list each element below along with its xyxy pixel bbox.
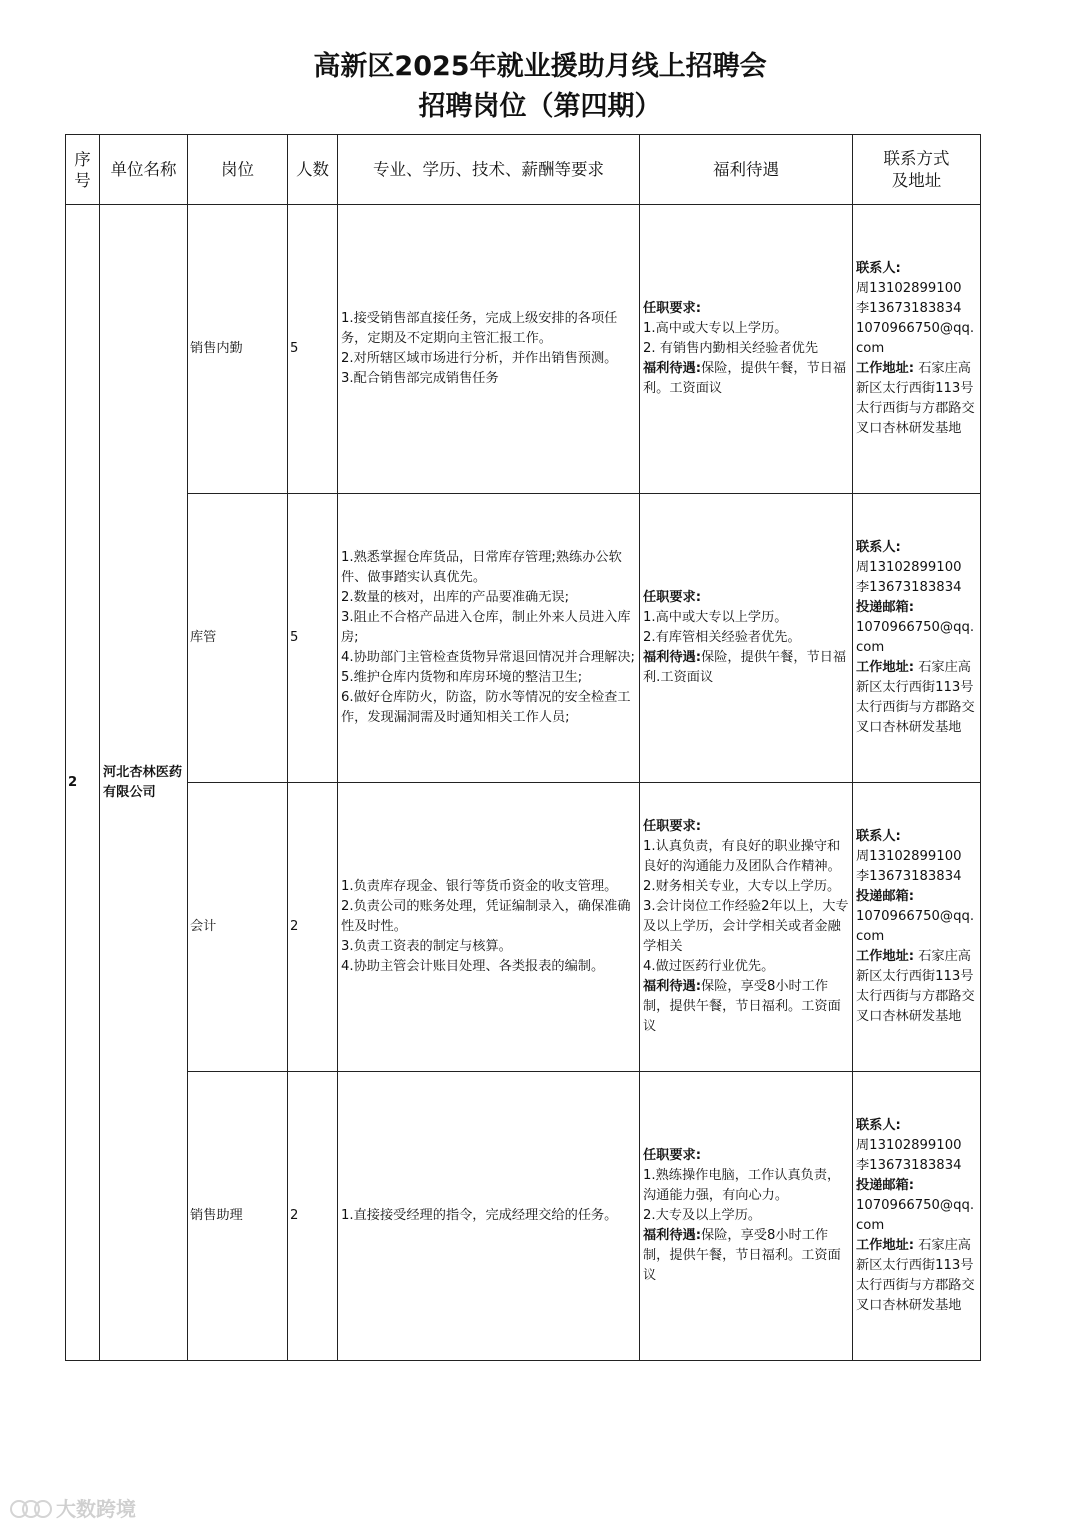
requirement-item: 3.配合销售部完成销售任务: [341, 371, 499, 386]
email-label: 投递邮箱:: [856, 1178, 915, 1193]
contact-email: 1070966750@qq.com: [856, 909, 975, 944]
header-company: 单位名称: [100, 135, 188, 205]
contact-cell: [853, 1072, 981, 1361]
requirement-item: 4.协助主管会计账目处理、各类报表的编制。: [341, 959, 605, 974]
welfare-label: 福利待遇:: [643, 979, 702, 994]
welfare-text: 保险，享受8小时工作制，提供午餐，节日福利。工资面议: [643, 1228, 841, 1283]
header-row: [66, 135, 981, 205]
req-item: 2.大专及以上学历。: [643, 1208, 762, 1223]
req-item: 2. 有销售内勤相关经验者优先: [643, 341, 819, 356]
welfare-label: 福利待遇:: [643, 650, 702, 665]
address-text: 石家庄高新区太行西街113号太行西街与方郡路交叉口杏林研发基地: [856, 949, 975, 1024]
benefits-cell: [640, 1072, 853, 1361]
req-item: 1.高中或大专以上学历。: [643, 610, 788, 625]
count-cell: 5: [288, 494, 338, 783]
watermark-logo-icon: [10, 1497, 50, 1519]
jobs-table: [65, 134, 981, 1361]
req-item: 1.高中或大专以上学历。: [643, 321, 788, 336]
req-item: 2.财务相关专业，大专以上学历。: [643, 879, 841, 894]
address-label: 工作地址:: [856, 660, 915, 675]
contact-phone: 李13673183834: [856, 869, 962, 884]
req-item: 1.熟练操作电脑，工作认真负责，沟通能力强，有向心力。: [643, 1168, 841, 1203]
contact-email: 1070966750@qq.com: [856, 1198, 975, 1233]
contact-person-label: 联系人:: [856, 261, 901, 276]
requirement-item: 2.对所辖区域市场进行分析，并作出销售预测。: [341, 351, 618, 366]
contact-phone: 李13673183834: [856, 301, 962, 316]
requirement-item: 3.阻止不合格产品进入仓库，制止外来人员进入库房;: [341, 610, 631, 645]
contact-person-label: 联系人:: [856, 1118, 901, 1133]
address-label: 工作地址:: [856, 1238, 915, 1253]
contact-phone: 李13673183834: [856, 580, 962, 595]
welfare-text: 保险，享受8小时工作制，提供午餐，节日福利。工资面议: [643, 979, 841, 1034]
email-label: 投递邮箱:: [856, 889, 915, 904]
address-text: 石家庄高新区太行西街113号太行西街与方郡路交叉口杏林研发基地: [856, 361, 975, 436]
contact-email: 1070966750@qq.com: [856, 321, 975, 356]
table-row: [66, 1072, 981, 1361]
contact-phone: 周13102899100: [856, 560, 962, 575]
address-text: 石家庄高新区太行西街113号太行西街与方郡路交叉口杏林研发基地: [856, 660, 975, 735]
welfare-label: 福利待遇:: [643, 361, 702, 376]
header-benefits: 福利待遇: [640, 135, 853, 205]
req-label: 任职要求:: [643, 590, 702, 605]
page-subtitle: 招聘岗位（第四期）: [418, 91, 662, 122]
watermark: [10, 1493, 136, 1522]
header-contact: 联系方式 及地址: [853, 135, 981, 205]
company-cell: 河北杏林医药有限公司: [100, 205, 188, 1361]
contact-phone: 周13102899100: [856, 849, 962, 864]
count-cell: 2: [288, 1072, 338, 1361]
count-cell: 2: [288, 783, 338, 1072]
contact-cell: [853, 205, 981, 494]
requirement-item: 1.负责库存现金、银行等货币资金的收支管理。: [341, 879, 618, 894]
position-cell: 销售内勤: [188, 205, 288, 494]
welfare-label: 福利待遇:: [643, 1228, 702, 1243]
req-label: 任职要求:: [643, 819, 702, 834]
benefits-cell: [640, 494, 853, 783]
header-requirements: 专业、学历、技术、薪酬等要求: [338, 135, 640, 205]
contact-phone: 李13673183834: [856, 1158, 962, 1173]
contact-phone: 周13102899100: [856, 1138, 962, 1153]
address-label: 工作地址:: [856, 361, 915, 376]
requirement-item: 2.数量的核对，出库的产品要准确无误;: [341, 590, 570, 605]
benefits-cell: [640, 205, 853, 494]
req-item: 3.会计岗位工作经验2年以上，大专及以上学历，会计学相关或者金融学相关: [643, 899, 849, 954]
requirements-cell: [338, 783, 640, 1072]
requirements-cell: [338, 494, 640, 783]
count-cell: 5: [288, 205, 338, 494]
position-cell: 销售助理: [188, 1072, 288, 1361]
contact-person-label: 联系人:: [856, 829, 901, 844]
contact-email: 1070966750@qq.com: [856, 620, 975, 655]
req-label: 任职要求:: [643, 1148, 702, 1163]
requirement-item: 5.维护仓库内货物和库房环境的整洁卫生;: [341, 670, 583, 685]
welfare-text: 保险，提供午餐，节日福利.工资面议: [643, 650, 847, 685]
header-position: 岗位: [188, 135, 288, 205]
req-label: 任职要求:: [643, 301, 702, 316]
requirement-item: 1.熟悉掌握仓库货品，日常库存管理;熟练办公软件、做事踏实认真优先。: [341, 550, 622, 585]
requirement-item: 1.直接接受经理的指令，完成经理交给的任务。: [341, 1208, 618, 1223]
welfare-text: 保险，提供午餐，节日福利。工资面议: [643, 361, 847, 396]
requirement-item: 4.协助部门主管检查货物异常退回情况并合理解决;: [341, 650, 635, 665]
table-row: [66, 205, 981, 494]
seq-cell: 2: [66, 205, 100, 1361]
page-title: 高新区2025年就业援助月线上招聘会: [313, 51, 767, 82]
contact-phone: 周13102899100: [856, 281, 962, 296]
header-seq: 序号: [66, 135, 100, 205]
contact-cell: [853, 494, 981, 783]
requirements-cell: [338, 205, 640, 494]
requirement-item: 3.负责工资表的制定与核算。: [341, 939, 512, 954]
benefits-cell: [640, 783, 853, 1072]
req-item: 2.有库管相关经验者优先。: [643, 630, 801, 645]
address-text: 石家庄高新区太行西街113号太行西街与方郡路交叉口杏林研发基地: [856, 1238, 975, 1313]
requirement-item: 6.做好仓库防火，防盗，防水等情况的安全检查工作，发现漏洞需及时通知相关工作人员;: [341, 690, 631, 725]
requirements-cell: [338, 1072, 640, 1361]
requirement-item: 1.接受销售部直接任务，完成上级安排的各项任务，定期及不定期向主管汇报工作。: [341, 311, 618, 346]
table-row: [66, 783, 981, 1072]
contact-person-label: 联系人:: [856, 540, 901, 555]
position-cell: 库管: [188, 494, 288, 783]
header-count: 人数: [288, 135, 338, 205]
table-row: [66, 494, 981, 783]
req-item: 1.认真负责，有良好的职业操守和良好的沟通能力及团队合作精神。: [643, 839, 841, 874]
email-label: 投递邮箱:: [856, 600, 915, 615]
requirement-item: 2.负责公司的账务处理，凭证编制录入，确保准确性及时性。: [341, 899, 631, 934]
watermark-text: 大数跨境: [56, 1497, 136, 1521]
address-label: 工作地址:: [856, 949, 915, 964]
position-cell: 会计: [188, 783, 288, 1072]
req-item: 4.做过医药行业优先。: [643, 959, 775, 974]
contact-cell: [853, 783, 981, 1072]
